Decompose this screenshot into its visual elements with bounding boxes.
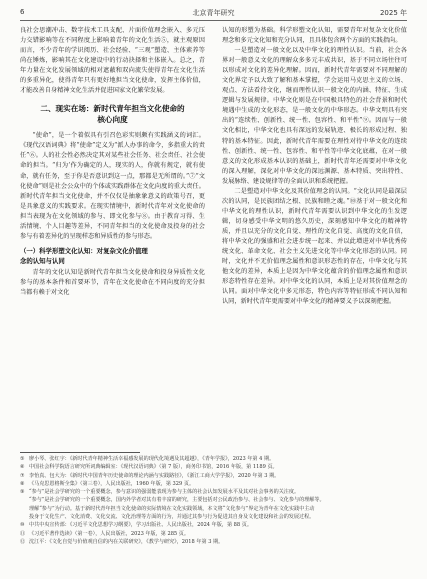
footnote [20,505,407,513]
footnote [20,480,407,488]
journal-title: 北京青年研究 [192,9,235,17]
footnote [20,463,407,471]
footnote-text: “参与”是社会学研究的一个重要概念，参与意识的强弱能表现为参与主体的社会认知发展水平及其对社会事务的关注度。 [29,489,300,496]
paragraph: 二是塑造对中华文化及其价值理念的认同。“文化认同是最深层次的认同，是民族团结之根、民族和睦之魂。”⑩基于对一般文化和中华文化的理性认识，新时代青年需要认识到中华文化的生发逻辑，切身感受中华文明的悠久历史，深刻感知中华文化的精神特质，并且以充分的文化自觉、理性的文化自觉、高度的文化自信，将中华文化的强盛和社会进步统一起来、并以此增进对中华优秀传统文化、革命文化、社会主义先进文化等中华文化形态的认同。同时，文化并不无价值理念属性和意识形态性的存在，中华文化与其他文化的差异，本质上是因为中华文化蕴含的价值理念属性和意识形态特性存在差异。对中华文化的认同，本质上是对其价值理念的认同。面对中华文化中多元形态，特色内容等特征形成不同认知和认同，新时代青年更需要对中华文化的精神要义予以深刻把握。 [222,187,407,306]
footnote-number: ⑩ [20,522,25,529]
footnote-rule [20,452,140,453]
footnote [20,530,407,538]
footnote [20,455,407,463]
issue-year: 2025 年 [379,9,407,17]
footnote-text: 李怡真、包大为：《新时代中国青年历史使命的理论内涵与实践路径》，《浙江工商大学学报》，2020 年第 3 期。 [29,472,280,479]
footnote-number: ⑤ [20,456,25,462]
left-column [20,26,205,449]
footnote-text: 《习近平著作选读》（第一卷），人民出版社，2023 年版，第 285 页。 [29,530,189,537]
footnote-number: ⑨ [20,489,25,496]
section-heading-line: 核心向度 [97,115,128,125]
footnote [20,521,407,529]
footnote-text: 投身于文化生产、文化消费、文化交流、文化治理等方面的行为，并通过其参与行为促进其自身及文化建设和社会的发展过程。 [29,514,315,521]
section-heading [20,103,205,125]
right-column [222,26,407,449]
paragraph: 一是塑造对一般文化以及中华文化的理性认识。当前，社会各界对一般意义文化的理解众多多元丰成共识，基于不同立场往往可以形成对文化的差异化理解。因而，新时代青年需要对不同理解的文化界定予以大致了解和基本掌握，学会运用马克思主义的立场、观点、方法看待文化，继而理性认识一般文化的内涵、特征、生成逻辑与发展规律。中华文化则是在中国极具特色的社会背景和时代境遇中生成的文化形态，是一般文化的中华形态。中华文明具有突出的“连续性、创新性、统一性、包容性、和平性”⑨。因而与一般文化相比，中华文化也具有深远的发展轨迹、极长的形成过程、独特的基本特征。因此，新时代青年需要在理性对待中华文化的连续性、创新性、统一性、包容性、和平性等中华文化底蕴，在对一般意义的文化形成基本认识的基础上，新时代青年还需要对中华文化的深入理解，深化对中华文化的深远渊源、基本特质、突出特性、发展脉络、建设规律等的全面认识和系统把握。 [222,47,407,185]
footnote [20,538,407,546]
footnote [20,513,407,521]
footnote-number: ⑦ [20,472,25,479]
footnote-text: 廖小琴、张红宇：《新时代青年精神生活幸福感发展的现代化境遇及其超越》，《青年学报》，2023 年第 4 期。 [29,456,275,462]
footnote-text: 中共中央宣传部：《习近平文化思想学习纲要》，学习出版社、人民出版社，2024 年版，第 88 页。 [29,522,252,529]
footnote-text: 理解“参与”为行动。基于新时代青年担当文化使命的实际情境在文化实践领域，本文将“文化参与”界定为青年在文化实践中主动 [29,505,315,512]
footnote-text: 中国社会科学院语言研究所词典编辑室：《现代汉语词典》（第 7 版），商务印书馆，2016 年版，第 1189 页。 [29,464,278,471]
footnote [20,496,407,504]
footnote-text: “参与”是社会学研究的一个重要概念，国内外学者对其有着丰富的研究，主要包括对公民政治参与、社会参与、文化参与的理解等。 [29,497,325,504]
page-number: 6 [20,8,25,16]
footnote-number: ⑫ [20,538,26,545]
footnote-number: ⑥ [20,464,25,471]
paragraph: 青年的文化认知是新时代青年担当文化使命和投身异质性文化参与的基本条件和首要环节，青年在文化使命在不同向度的充分担当都有赖于对文化 [20,268,205,296]
footnote-text: 《马克思恩格斯全集》（第三卷），人民出版社，1960 年版，第 329 页。 [29,480,195,487]
paragraph: “使命”，是一个着似具有引召色彩实则颇有实践涵义的词汇。《现代汉语词典》将“使命”定义为“派人办事的命令，多指重大的责任”⑥。人的社会性必然决定其对某些社会任务、社会责任、社会使命的担当。“归为‘作为确定的人，现实的人，你就有规定，就有使命，就有任务，至于你是否意识到这一点，那都是无所谓的。”⑦“文化使命”则是社会公众中的个体或实践群体在文化向度的重大责任。新时代青年担当文化使命，并不仅仅是抽象象意义的政策号召，更是具象意义的实践要求。在现实情境中，新时代青年对文化使命的担当表现为在文化领域的参与、即文化参与⑧。由于教育习得、生活情境、个人目趣等差异，不同青年担当的文化使命及投身的社会参与有着差异化的呈现样态和异质性的参与形态。 [20,132,205,240]
subsection-heading [20,246,205,266]
subsection-heading-line: 念的认知与认同 [20,256,65,265]
paragraph: 良社会思潮冲击、数字技术工具支配、片面价值理念嵌入、多元压力交错影响等在不同程度上影响着青年的文化生活⑤，就主观原因而言，不少青年的学识阅历、社会经验、“三观”塑造、主体素养等尚在锤炼，影响其在文化建设中的行动抉择和主体嵌入。总之，青年力量在文化发展领域的相对遮蔽和双向流失使得青年在文化生活的多重异化，使得青年只有更好地担当文化使命，发挥主体价值，才能改善自身精神文化生活并促进国家文化繁荣发展。 [20,27,205,95]
footnote [20,472,407,480]
section-heading-line: 二、现实在场：新时代青年担当文化使命的 [40,104,185,114]
header-rule [20,20,407,21]
footnote-number: ⑪ [20,530,26,537]
footnote-text: 沈江平：《文化自觉与价值观自信的内在关联研究》，《教学与研究》，2018 年第 3 期。 [29,538,224,545]
subsection-heading-line: （一）科学形塑文化认知：对复杂文化价值理 [20,246,148,255]
paragraph: 认知的形塑为基础。科学形塑文化认知，需要青年对复杂文化价值理念和多元文化知和充分认同，且具体包含两个方面的实践指向。 [222,27,407,45]
footnotes [20,455,407,573]
footnote-number: ⑧ [20,480,25,487]
footnote [20,488,407,496]
